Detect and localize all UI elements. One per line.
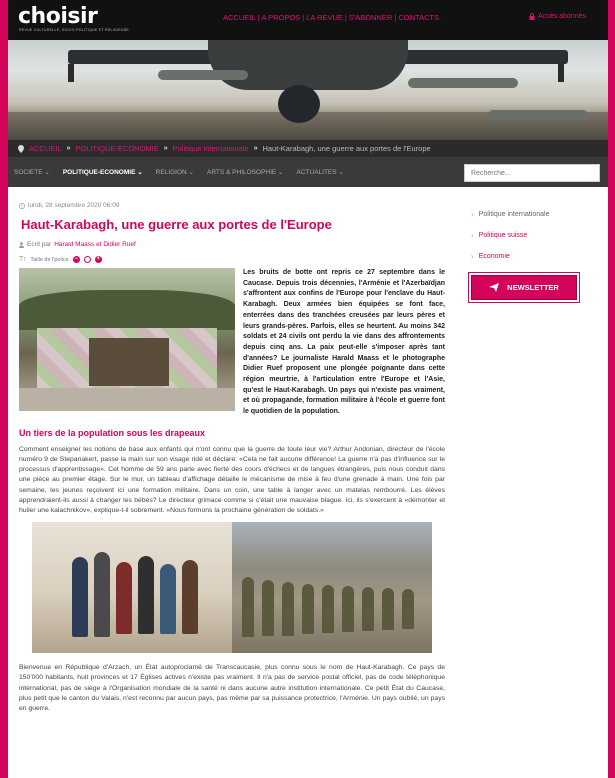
hero-missile (408, 78, 518, 88)
photo-figure (138, 556, 154, 634)
font-size-tools (19, 256, 445, 263)
double-chevron-icon: » (163, 145, 168, 152)
topnav-accueil[interactable]: ACCUEIL (223, 13, 256, 22)
photo-figure (402, 589, 414, 629)
article-paragraph: Bienvenue en République d'Arzach, un État autoproclamé de Transcaucasie, plus connu sous le nom de Haut-Karabagh. Ce pays de 150'000 habitants, huit provinces et 17 Églises actives n'existe pas vraiment. Il n'a pas de service postal officiel, pas de code téléphonique international, pas de siège à l'Organisation mondiale de la santé ni dans aucune autre institution internationale. Ce petit État du Caucase, plus petit que le canton du Valais, n'est reconnu par aucun pays, pas même par sa puissance protectrice, l'Arménie. Un pays oublié, un pays en guerre. (19, 664, 445, 713)
article (19, 202, 445, 714)
header (8, 0, 608, 40)
breadcrumb-level2[interactable]: Politique internationale (172, 144, 249, 153)
sidebar-item-politique-suisse[interactable] (471, 231, 601, 240)
photo-figure (116, 562, 132, 634)
subscribers-link[interactable] (529, 13, 586, 20)
clock-icon (19, 203, 25, 209)
font-increase-button[interactable]: + (96, 256, 100, 262)
font-decrease-button[interactable]: − (74, 256, 78, 262)
topnav-la-revue[interactable]: LA REVUE (306, 13, 343, 22)
lead-section (19, 268, 445, 418)
hero-drone-body (208, 40, 408, 90)
double-chevron-icon: » (66, 145, 71, 152)
photo-schoolchildren (32, 522, 232, 653)
breadcrumb-home[interactable]: ACCUEIL (29, 144, 62, 153)
site-tagline: REVUE CULTURELLE, SOCIO-POLITIQUE ET RELIGIEUSE (19, 28, 130, 32)
photo-ground (19, 388, 235, 411)
chevron-down-icon: ⌄ (137, 169, 143, 176)
breadcrumb (8, 140, 608, 157)
topnav-contacts[interactable]: CONTACTS (398, 13, 440, 22)
newsletter-label: NEWSLETTER (507, 283, 559, 292)
article-date-text: lundi, 28 septembre 2020 06:09 (28, 202, 120, 209)
section-heading: Un tiers de la population sous les drapeaux (19, 427, 206, 438)
article-date (19, 202, 445, 209)
chevron-down-icon: ⌄ (338, 169, 344, 176)
map-pin-icon (18, 145, 24, 153)
site-logo[interactable]: choisir (18, 4, 98, 29)
article-lead: Les bruits de botte ont repris ce 27 septembre dans le Caucase. Depuis trois décennies, l'Arménie et l'Azerbaïdjan s'affrontent aux confins de l'Europe pour l'enclave du Haut-Karabagh. Deux armées bien équipées se font face, enterrées dans des tranchées creusées par leurs pères et leurs grands-pères. Parfois, elles se heurtent. Au moins 342 soldats et 24 civils ont perdu la vie dans des affrontements depuis cinq ans. La paix peut-elle s'imposer après tant d'années? Le journaliste Harald Maass et le photographe Didier Ruef proposent une plongée poignante dans cette région meurtrie, à l'articulation entre l'Europe et l'Asie, qu'est le Haut-Karabagh. Un pays qui n'existe pas vraiment, et où propagande, formation militaire à l'école et guerre font le quotidien de la population. (243, 269, 445, 416)
subscribers-label: Accès abonnés (538, 13, 586, 20)
double-chevron-icon: » (253, 145, 258, 152)
photo-figure (242, 577, 254, 637)
breadcrumb-level1[interactable]: POLITIQUE-ECONOMIE (75, 144, 159, 153)
lead-photo-bunker (19, 268, 235, 411)
author-link[interactable]: Harald Maass et Didier Ruef (54, 241, 136, 248)
nav-arts-philosophie[interactable]: ARTS & PHILOSOPHIE ⌄ (207, 169, 284, 176)
photo-figure (94, 552, 110, 637)
main-navigation (8, 157, 608, 187)
author-prefix: Ecrit par (27, 241, 52, 248)
photo-figure (302, 584, 314, 634)
nav-politique-economie[interactable]: POLITIQUE-ECONOMIE ⌄ (62, 169, 143, 176)
article-author (19, 241, 445, 248)
sidebar-item-label: Politique suisse (478, 232, 528, 239)
chevron-right-icon: › (471, 252, 474, 261)
sidebar-item-politique-internationale[interactable] (471, 210, 601, 219)
photo-roof (19, 290, 235, 330)
photo-figure (182, 560, 198, 634)
photo-figure (72, 557, 88, 637)
topnav-separator: | (344, 13, 347, 22)
photo-figure (282, 582, 294, 636)
nav-actualites[interactable]: ACTUALITES ⌄ (296, 169, 344, 176)
photo-pair (32, 522, 432, 653)
lock-icon (529, 13, 535, 20)
topnav-separator: | (257, 13, 260, 22)
chevron-down-icon: ⌄ (278, 169, 284, 176)
chevron-right-icon: › (471, 210, 474, 219)
hero-missile (158, 70, 248, 80)
article-paragraph: Comment enseigner les notions de base aux enfants qui n'ont connu que la guerre de toute leur vie? Arthur Andonian, directeur de l'école numéro 9 de Stepanakert, passe la main sur son visage ridé et déclare: «Cela ne fait aucune différence! La guerre n'a pas d'influence sur le processus d'apprentissage». Cet homme de 59 ans parle avec fierté des cours d'échecs et de langues étrangères, puis nous conduit dans une pièce au premier étage. Sur le mur, un tableau d'affichage détaille le mécanisme de mise à feu d'une grenade à main. Une fois par semaine, les jeunes reçoivent ici une formation militaire. Dans un coin, une table à langer avec un matelas rembourré. Les élèves apprendraient-ils aussi à changer les bébés? Le directeur grimace comme si c'était une mauvaise blague. Ici, ils s'exercent à «démonter et huiler une kalachnikov», explique-t-il sobrement. «Nous formons la prochaine génération de soldats.» (19, 445, 445, 515)
topnav-a-propos[interactable]: A PROPOS (261, 13, 301, 22)
hero-drone-sensor (278, 85, 320, 123)
chevron-right-icon: › (471, 231, 474, 240)
nav-religion[interactable]: RELIGION ⌄ (155, 169, 194, 176)
sidebar (471, 210, 601, 300)
hero-drone-fin (558, 64, 564, 82)
photo-figure (382, 588, 394, 630)
chevron-down-icon: ⌄ (188, 169, 194, 176)
font-reset-button[interactable] (84, 256, 91, 263)
hero-missile (488, 110, 588, 120)
article-title: Haut-Karabagh, une guerre aux portes de l'Europe (21, 217, 332, 232)
font-size-label: Taille de l'police (30, 256, 69, 263)
nav-societe[interactable]: SOCIETE ⌄ (14, 169, 50, 176)
photo-figure (160, 564, 176, 634)
photo-figure (262, 580, 274, 636)
topnav-sabonner[interactable]: S'ABONNER (348, 13, 393, 22)
sidebar-item-label: Politique internationale (478, 211, 550, 218)
user-icon (19, 242, 24, 248)
photo-doorway (89, 338, 169, 386)
chevron-down-icon: ⌄ (44, 169, 50, 176)
search-input[interactable] (464, 164, 600, 182)
topnav-separator: | (302, 13, 305, 22)
page (8, 0, 608, 778)
breadcrumb-current: Haut-Karabagh, une guerre aux portes de l'Europe (262, 144, 431, 153)
top-navigation (223, 13, 439, 22)
hero-banner-image (8, 40, 608, 140)
sidebar-item-label: Economie (478, 253, 510, 260)
photo-figure (322, 585, 334, 633)
paper-plane-icon (489, 283, 499, 292)
photo-soldiers-marching (232, 522, 432, 653)
topnav-separator: | (394, 13, 397, 22)
photo-figure (362, 587, 374, 631)
text-size-icon: TT (19, 256, 27, 263)
newsletter-button[interactable] (471, 275, 577, 300)
sidebar-item-economie[interactable] (471, 252, 601, 261)
photo-figure (342, 586, 354, 632)
hero-drone-fin (68, 64, 74, 82)
